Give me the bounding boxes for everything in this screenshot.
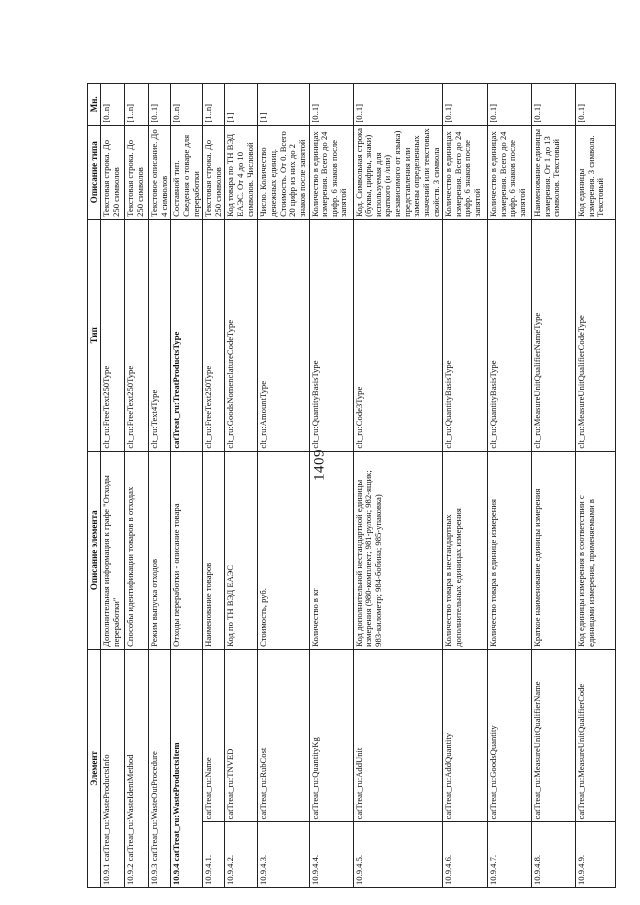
element-type: clt_ru:QuantityBasisType — [488, 219, 532, 451]
multiplicity: [0..1] — [309, 84, 353, 126]
type-description: Текстовая строка. До 250 символов — [125, 125, 149, 219]
table-row — [443, 84, 488, 888]
element-name: catTreat_ru:WasteIdentMethod — [125, 754, 136, 862]
element-name: catTreat_ru:QuantityKg — [309, 649, 353, 822]
header-type: Тип — [88, 219, 101, 451]
multiplicity: [0..1] — [532, 84, 576, 126]
row-number: 10.9.4.8. — [532, 822, 576, 888]
table-row — [532, 84, 576, 888]
element-description: Наименование товаров — [203, 451, 225, 649]
element-description: Краткое наименование единицы измерения — [532, 451, 576, 649]
table-row — [225, 84, 258, 888]
row-number: 10.9.1 — [101, 863, 112, 885]
type-description: Текстовая строка. До 250 символов — [203, 125, 225, 219]
multiplicity: [0..1] — [149, 84, 171, 126]
multiplicity: [0..1] — [576, 84, 616, 126]
header-type-description: Описание типа — [88, 125, 101, 219]
element-type: clt_ru:AmountType — [258, 219, 309, 451]
element-description: Способы идентификации товаров в отходах — [125, 451, 149, 649]
type-description: Число. Количество денежных единиц. Стоимость. От 0. Всего 20 цифр из них до 2 знаков после запятой — [258, 125, 309, 219]
page-number: 1409 — [311, 449, 328, 481]
element-description: Стоимость, руб. — [258, 451, 309, 649]
element-description: Дополнительная информация к графе "Отходы переработки" — [101, 451, 125, 649]
element-type: clt_ru:GoodsNomenclatureCodeType — [225, 219, 258, 451]
table-body — [101, 84, 616, 888]
element-description: Количество товара в единице измерения — [488, 451, 532, 649]
multiplicity: [1] — [225, 84, 258, 126]
element-type: clt_ru:Code3Type — [353, 219, 443, 451]
multiplicity: [1] — [258, 84, 309, 126]
element-name: catTreat_ru:WasteOutProcedure — [149, 751, 160, 862]
element-description: Режим выпуска отходов — [149, 451, 171, 649]
type-description: Количество в единицах измерения. Всего до 24 цифр. 6 знаков после запятой — [309, 125, 353, 219]
type-description: Код единицы измерения. 3 символа. Текстовый — [576, 125, 616, 219]
element-name: catTreat_ru:WasteProductsItem — [171, 742, 182, 862]
element-type: clt_ru:MeasureUnitQualifierNameType — [532, 219, 576, 451]
element-type: clt_ru:QuantityBasisType — [309, 219, 353, 451]
element-type: catTreat_ru:TreatProductsType — [171, 219, 203, 451]
type-description: Код товара по ТН ВЭД ЕАЭС. От 4 до 10 символов. Числовой — [225, 125, 258, 219]
table-row — [101, 84, 125, 888]
element-description: Отходы переработки - описание товара — [171, 451, 203, 649]
multiplicity: [1..n] — [203, 84, 225, 126]
type-description: Код. Символьная строка (буквы, цифры, знаки) используемая для краткого (и /или) независимого от языка) представления или замены определенных значений или текстовых свойств. 3 символа — [353, 125, 443, 219]
element-type: clt_ru:FreeText250Type — [203, 219, 225, 451]
element-description: Код единицы измерения в соответствии с единицами измерения, применяемыми в — [576, 451, 616, 649]
row-number: 10.9.4.9. — [576, 822, 616, 888]
element-spec-table — [87, 83, 616, 888]
multiplicity: [0..1] — [488, 84, 532, 126]
row-number: 10.9.3 — [149, 863, 160, 885]
table-row — [353, 84, 443, 888]
table-row — [149, 84, 171, 888]
type-description: Составной тип. Сведения о товаре для переработки — [171, 125, 203, 219]
table-row — [203, 84, 225, 888]
element-name: catTreat_ru:WasteProductsInfo — [101, 754, 112, 862]
element-name: catTreat_ru:AddUnit — [353, 649, 443, 822]
multiplicity: [1..n] — [125, 84, 149, 126]
multiplicity: [0..n] — [171, 84, 203, 126]
element-description: Код дополнительной нестандартной единицы измерения (980-комплект; 981-рулон; 982-ящик; 983-километр; 984-бобина; 985-упаковка) — [353, 451, 443, 649]
type-description: Количество в единицах измерения. Всего до 24 цифр. 6 знаков после запятой — [443, 125, 488, 219]
element-type: clt_ru:QuantityBasisType — [443, 219, 488, 451]
element-description: Количество в кг — [309, 451, 353, 649]
element-type: clt_ru:Text4Type — [149, 219, 171, 451]
type-description: Наименование единицы измерения. От 1 до 13 символов. Текстовый — [532, 125, 576, 219]
row-number: 10.9.4.1. — [203, 822, 225, 888]
element-type: clt_ru:FreeText250Type — [101, 219, 125, 451]
table-row — [258, 84, 309, 888]
row-number: 10.9.4.3. — [258, 822, 309, 888]
element-name: catTreat_ru:TNVED — [225, 649, 258, 822]
type-description: Количество в единицах измерения. Всего до 24 цифр. 6 знаков после запятой — [488, 125, 532, 219]
header-element: Элемент — [88, 649, 101, 887]
type-description: Текстовая строка. До 250 символов — [101, 125, 125, 219]
element-name: catTreat_ru:RubCost — [258, 649, 309, 822]
type-description: Текстовое описание. До 4 символов — [149, 125, 171, 219]
table-row — [488, 84, 532, 888]
row-number: 10.9.4.7. — [488, 822, 532, 888]
rotated-page-content — [87, 83, 606, 888]
element-name: catTreat_ru:MeasureUnitQualifierName — [532, 649, 576, 822]
row-number: 10.9.2 — [125, 863, 136, 885]
element-name: catTreat_ru:Name — [203, 649, 225, 822]
multiplicity: [0..1] — [443, 84, 488, 126]
element-name: catTreat_ru:MeasureUnitQualifierCode — [576, 649, 616, 822]
table-row — [576, 84, 616, 888]
row-number: 10.9.4.5. — [353, 822, 443, 888]
element-type: clt_ru:MeasureUnitQualifierCodeType — [576, 219, 616, 451]
multiplicity: [0..1] — [353, 84, 443, 126]
table-row — [125, 84, 149, 888]
element-description: Количество товара в нестандартных дополнительных единицах измерения — [443, 451, 488, 649]
element-description: Код по ТН ВЭД ЕАЭС — [225, 451, 258, 649]
header-multiplicity: Мн. — [88, 84, 101, 126]
element-type: clt_ru:FreeText250Type — [125, 219, 149, 451]
row-number: 10.9.4.2. — [225, 822, 258, 888]
multiplicity: [0..n] — [101, 84, 125, 126]
table-row — [171, 84, 203, 888]
row-number: 10.9.4 — [171, 863, 182, 885]
table-header-row — [88, 84, 101, 888]
table-row — [309, 84, 353, 888]
element-name: catTreat_ru:GoodsQuantity — [488, 649, 532, 822]
row-number: 10.9.4.4. — [309, 822, 353, 888]
element-name: catTreat_ru:AddQuantity — [443, 649, 488, 822]
row-number: 10.9.4.6. — [443, 822, 488, 888]
header-description: Описание элемента — [88, 451, 101, 649]
